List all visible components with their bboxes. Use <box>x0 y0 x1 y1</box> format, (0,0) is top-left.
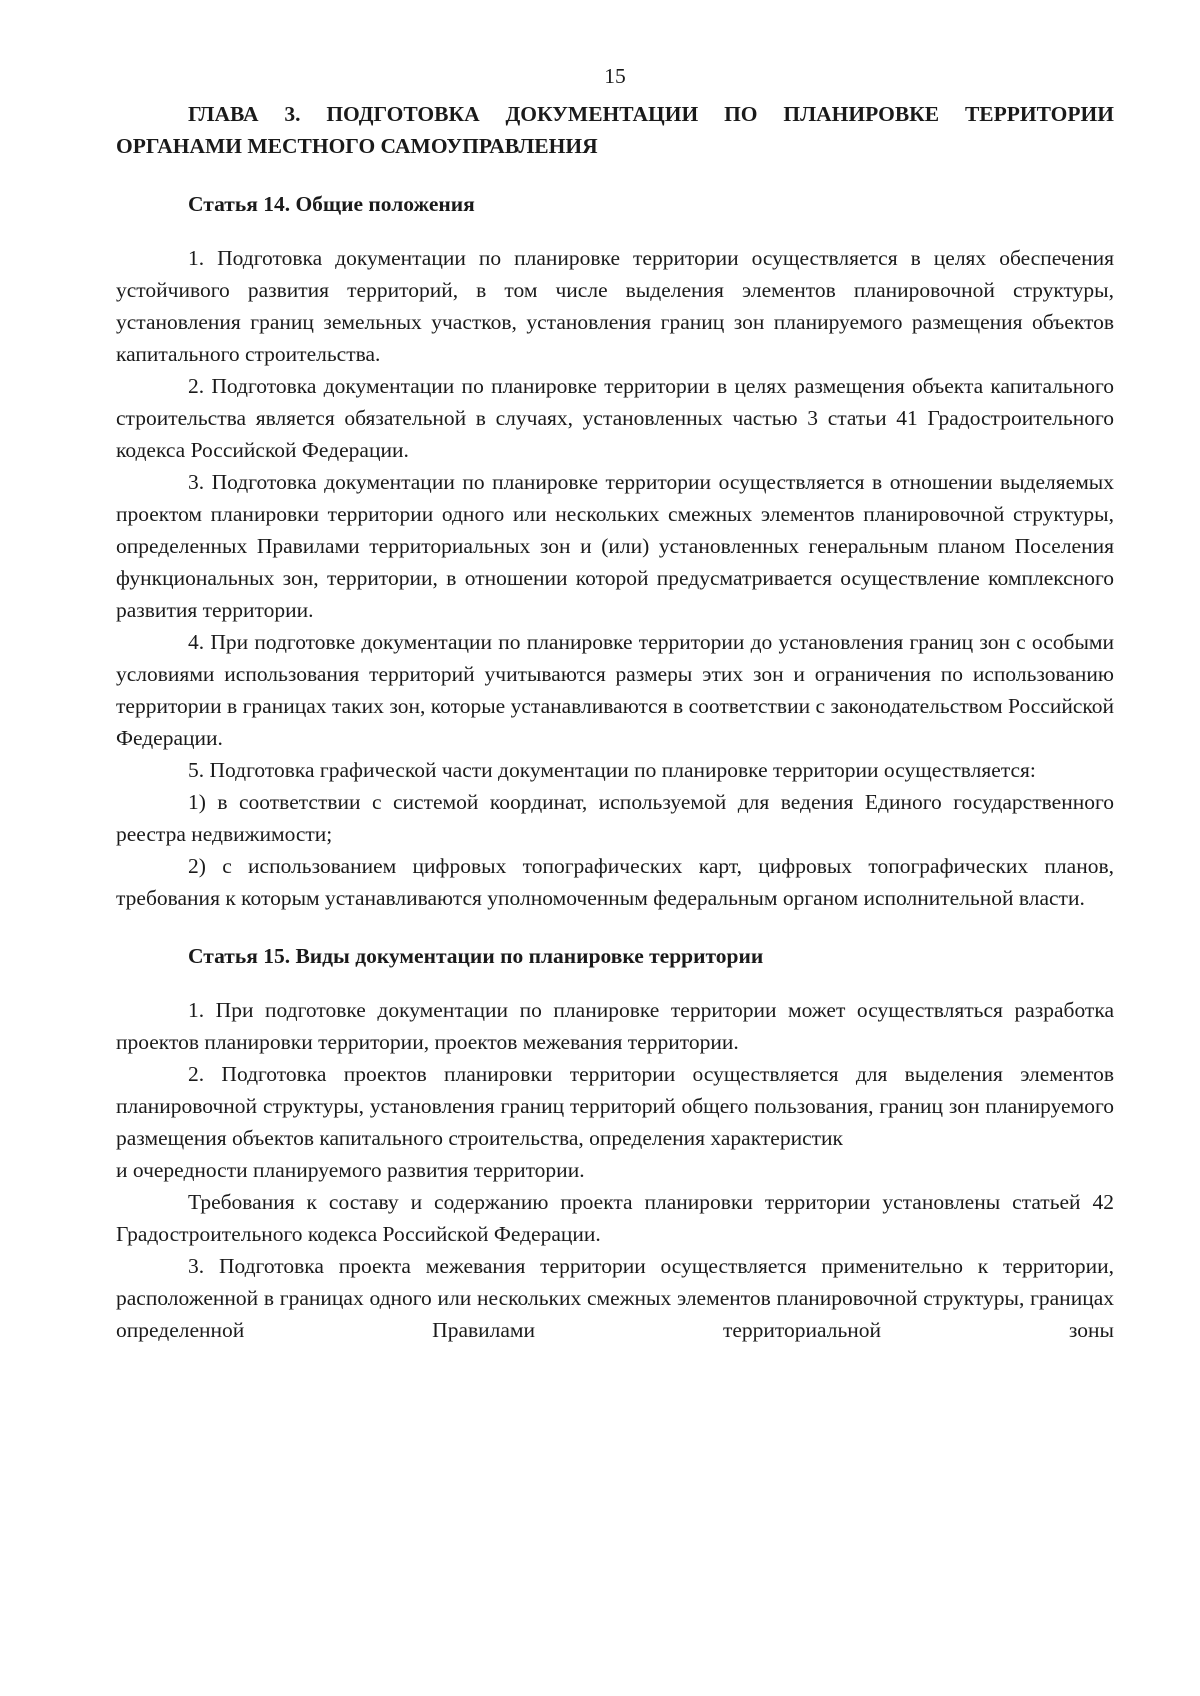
article-14-title: Статья 14. Общие положения <box>188 192 475 216</box>
article-14-paragraph-4: 4. При подготовке документации по планировке территории до установления границ зон с особыми условиями использования территорий учитываются размеры этих зон и ограничения по использованию территории в границах таких зон, которые устанавливаются в соответствии с законодательством Российской Федерации. <box>116 630 1114 750</box>
chapter-title: ГЛАВА 3. ПОДГОТОВКА ДОКУМЕНТАЦИИ ПО ПЛАНИРОВКЕ ТЕРРИТОРИИ ОРГАНАМИ МЕСТНОГО САМОУПРАВЛЕНИЯ <box>116 102 1114 158</box>
article-14-paragraph-1: 1. Подготовка документации по планировке территории осуществляется в целях обеспечения устойчивого развития территорий, в том числе выделения элементов планировочной структуры, установления границ земельных участков, установления границ зон планируемого размещения объектов капитального строительства. <box>116 246 1114 366</box>
article-14-paragraph-2: 2. Подготовка документации по планировке территории в целях размещения объекта капитального строительства является обязательной в случаях, установленных частью 3 статьи 41 Градостроительного кодекса Российской Федерации. <box>116 374 1114 462</box>
article-15-paragraph-2: 2. Подготовка проектов планировки территории осуществляется для выделения элементов планировочной структуры, установления границ территорий общего пользования, границ зон планируемого размещения объектов капитального строительства, определения характеристик <box>116 1062 1114 1150</box>
article-14-item-1: 1) в соответствии с системой координат, используемой для ведения Единого государственного реестра недвижимости; <box>116 790 1114 846</box>
article-15-paragraph-3: 3. Подготовка проекта межевания территории осуществляется применительно к территории, расположенной в границах одного или нескольких смежных элементов планировочной структуры, границах определенной Правилами территориальной зоны <box>116 1254 1114 1342</box>
article-14-item-2: 2) с использованием цифровых топографических карт, цифровых топографических планов, требования к которым устанавливаются уполномоченным федеральным органом исполнительной власти. <box>116 854 1114 910</box>
article-14-paragraph-3: 3. Подготовка документации по планировке территории осуществляется в отношении выделяемых проектом планировки территории одного или нескольких смежных элементов планировочной структуры, определенных Правилами территориальных зон и (или) установленных генеральным планом Поселения функциональных зон, территории, в отношении которой предусматривается осуществление комплексного развития территории. <box>116 470 1114 622</box>
article-14-paragraph-5: 5. Подготовка графической части документации по планировке территории осуществляется: <box>188 758 1036 782</box>
article-15-title: Статья 15. Виды документации по планировке территории <box>188 944 764 968</box>
page-number: 15 <box>604 64 626 88</box>
document-page <box>116 60 1114 1346</box>
article-15-paragraph-1: 1. При подготовке документации по планировке территории может осуществляться разработка проектов планировки территории, проектов межевания территории. <box>116 998 1114 1054</box>
article-15-paragraph-2-continuation: и очередности планируемого развития территории. <box>116 1158 585 1182</box>
article-15-requirements: Требования к составу и содержанию проекта планировки территории установлены статьей 42 Градостроительного кодекса Российской Федерации. <box>116 1190 1114 1246</box>
